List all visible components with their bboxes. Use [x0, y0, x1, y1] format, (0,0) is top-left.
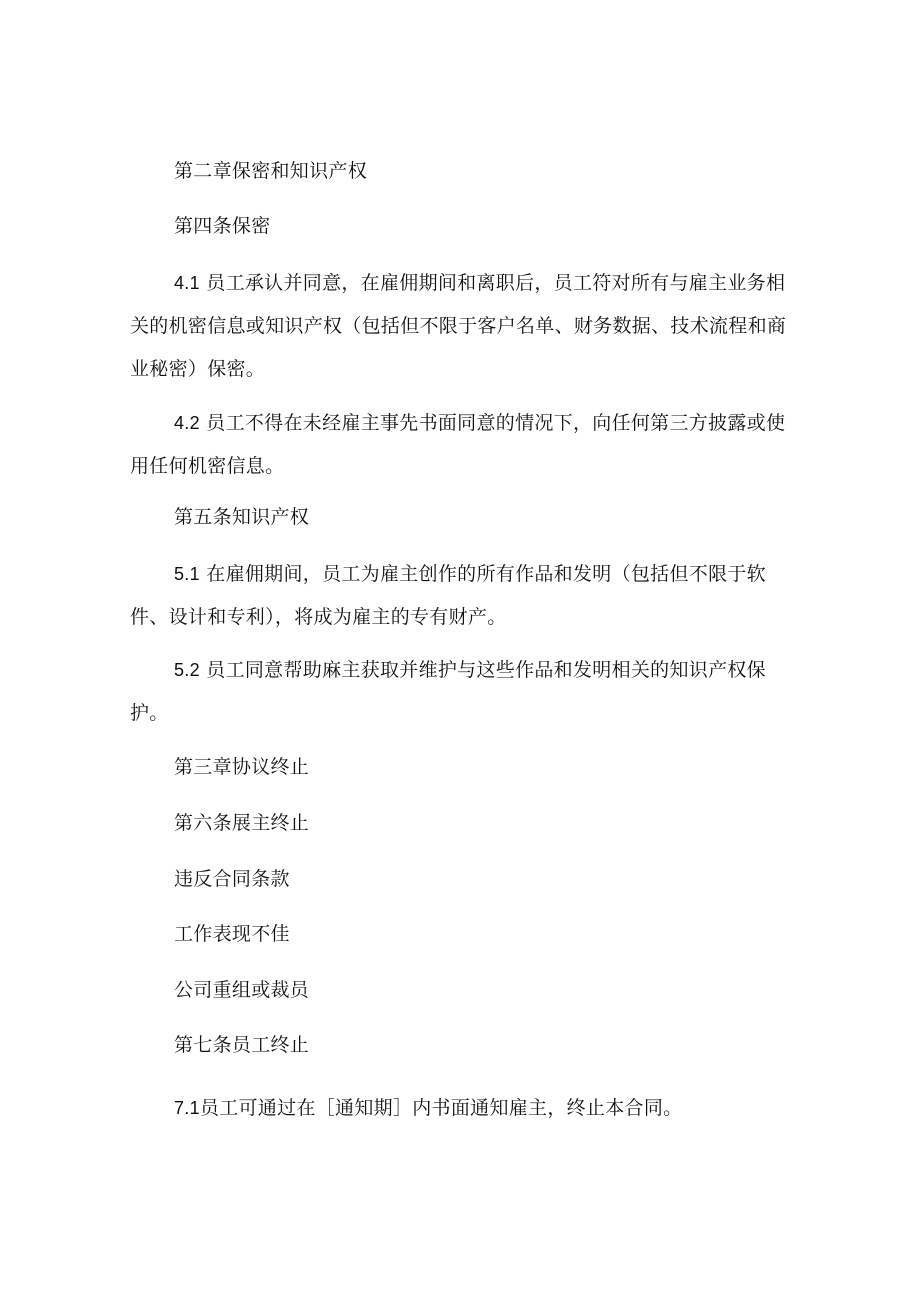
clause-5-2-number: 5.2: [174, 660, 200, 680]
article-5-title-text: 第五条知识产权: [174, 506, 310, 528]
clause-4-1-text: 员工承认并同意，在雇佣期间和离职后，员工符对所有与雇主业务相关的机密信息或知识产权（包括但不限于客户名单、财务数据、技术流程和商业秘密）保密。: [130, 272, 787, 380]
clause-5-1-number: 5.1: [174, 564, 200, 584]
clause-5-2: [130, 649, 800, 735]
clause-4-2-number: 4.2: [174, 413, 200, 433]
article-6-title-text: 第六条展主终止: [174, 812, 310, 834]
article-7-title: [130, 1024, 800, 1067]
clause-4-2: [130, 402, 800, 488]
clause-4-2-text: 员工不得在未经雇主事先书面同意的情况下，向任何第三方披露或使用任何机密信息。: [130, 412, 786, 477]
clause-7-1-number: 7.1: [174, 1098, 200, 1118]
termination-reason-performance: [130, 913, 800, 956]
clause-4-1-number: 4.1: [174, 273, 200, 293]
article-4-title: [130, 205, 800, 248]
article-5-title: [130, 496, 800, 539]
clause-5-1-text: 在雇佣期间，员工为雇主创作的所有作品和发明（包括但不限于软件、设计和专利），将成为雇主的专有财产。: [130, 563, 766, 628]
termination-reason-breach: [130, 858, 800, 901]
termination-reason-breach-text: 违反合同条款: [174, 868, 290, 890]
termination-reason-performance-text: 工作表现不佳: [174, 923, 290, 945]
chapter-2-title-text: 第二章保密和知识产权: [174, 160, 368, 182]
article-4-title-text: 第四条保密: [174, 215, 271, 237]
chapter-2-title: [130, 150, 800, 193]
clause-7-1: [130, 1087, 800, 1130]
clause-7-1-text: 员工可通过在［通知期］内书面通知雇主，终止本合同。: [199, 1097, 683, 1119]
chapter-3-title-text: 第三章协议终止: [174, 756, 310, 778]
article-6-title: [130, 802, 800, 845]
termination-reason-restructure-text: 公司重组或裁员: [174, 979, 310, 1001]
chapter-3-title: [130, 746, 800, 789]
article-7-title-text: 第七条员工终止: [174, 1034, 310, 1056]
clause-5-2-text: 员工同意帮助麻主获取并维护与这些作品和发明相关的知识产权保护。: [130, 659, 766, 724]
clause-5-1: [130, 553, 800, 639]
termination-reason-restructure: [130, 969, 800, 1012]
clause-4-1: [130, 262, 800, 391]
